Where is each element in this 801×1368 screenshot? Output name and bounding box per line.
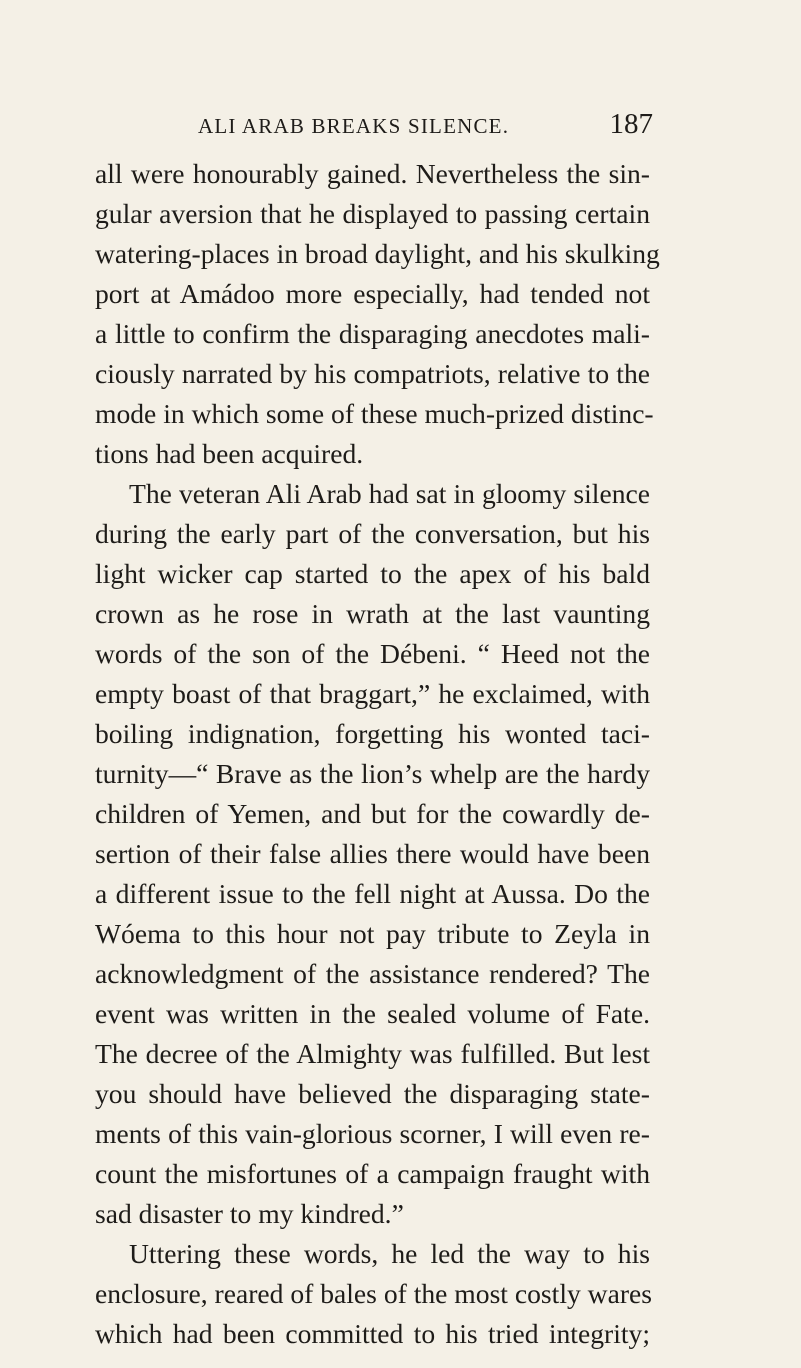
text-line: event was written in the sealed volume of Fate. [95,998,650,1029]
text-line: boiling indignation, forgetting his wonted taci- [95,718,650,749]
text-line: acknowledgment of the assistance rendered? The [95,958,650,989]
text-line: you should have believed the disparaging state- [95,1078,650,1109]
text-line: all were honourably gained. Nevertheless the sin- [95,158,650,189]
text-line: crown as he rose in wrath at the last vaunting [95,598,650,629]
text-line: Wóema to this hour not pay tribute to Zeyla in [95,918,650,949]
text-line: during the early part of the conversation, but his [95,518,650,549]
running-title: ALI ARAB BREAKS SILENCE. [198,114,510,138]
text-line: which had been committed to his tried integrity; [95,1318,650,1349]
text-line: a different issue to the fell night at Aussa. Do the [95,878,650,909]
text-line: gular aversion that he displayed to passing certain [95,198,650,229]
text-line: enclosure, reared of bales of the most costly wares [95,1278,653,1309]
text-line: children of Yemen, and but for the cowardly de- [95,798,650,829]
text-line: mode in which some of these much-prized distinc- [95,398,654,429]
text-line: sertion of their false allies there would have been [95,838,650,869]
text-line: The veteran Ali Arab had sat in gloomy silence [129,478,650,509]
text-line: The decree of the Almighty was fulfilled. But lest [95,1038,650,1069]
text-line: count the misfortunes of a campaign fraught with [95,1158,650,1189]
text-line: Uttering these words, he led the way to his [129,1238,650,1269]
text-line: a little to confirm the disparaging anecdotes mali- [95,318,650,349]
text-line: ments of this vain-glorious scorner, I will even re- [95,1118,650,1149]
text-line: turnity—“ Brave as the lion’s whelp are the hardy [95,758,650,789]
text-line: light wicker cap started to the apex of his bald [95,558,650,589]
text-line: ciously narrated by his compatriots, relative to the [95,358,650,389]
body-text [95,154,660,1354]
text-line: tions had been acquired. [95,438,364,469]
page-number: 187 [609,108,653,140]
text-line: port at Amádoo more especially, had tended not [95,278,650,309]
text-line: sad disaster to my kindred.” [95,1198,404,1229]
text-line: words of the son of the Débeni. “ Heed not the [95,638,650,669]
text-line: empty boast of that braggart,” he exclaimed, with [95,678,650,709]
running-head [198,108,653,144]
text-line: watering-places in broad daylight, and his skulking [95,238,660,269]
